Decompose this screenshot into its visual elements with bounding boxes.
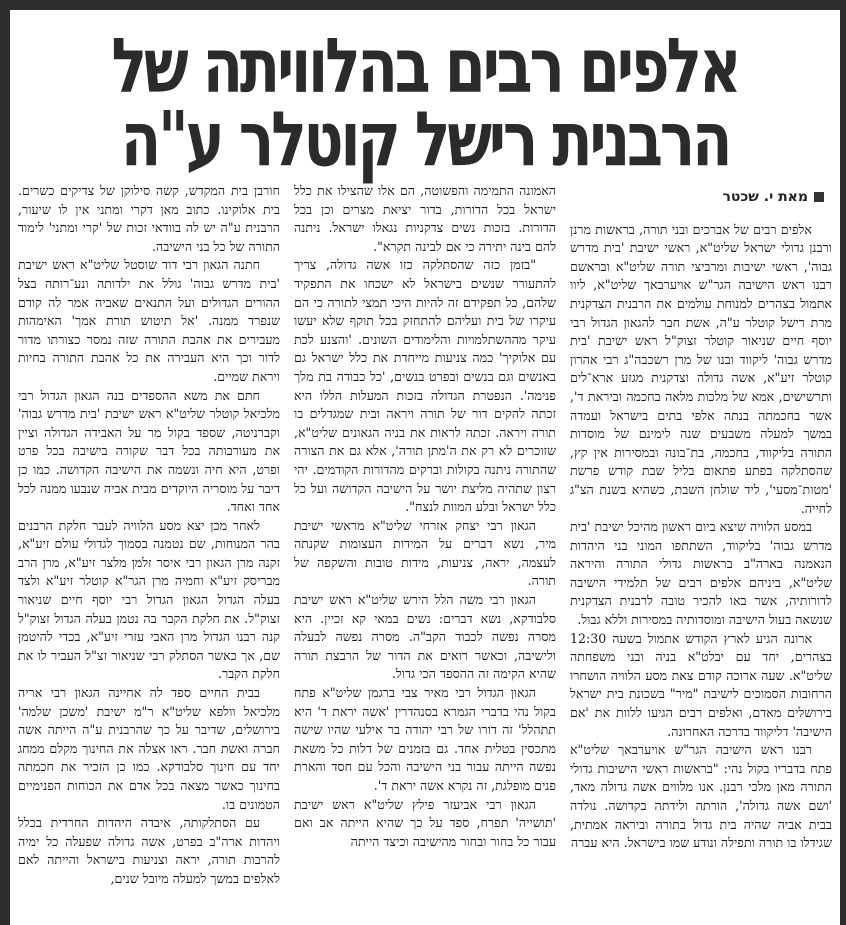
- paragraph: ארונה הגיע לארץ הקודש אתמול בשעה 12:30 בצהרים, יחד עם יבלט"א בניה ובני משפחתה שליט"א. שעה ארוכה קודם צאת מסע הלוויה הושחרו הרחובות הסמוכים לישיבת "מיר" בשכונת בית ישראל בירושלים מאדם, ואלפים רבים הגיעו ללוות את 'אם הישיבה' דליקווד בדרכה האחרונה.: [570, 630, 832, 739]
- paragraph: עם הסתלקותה, איבדה היהדות החרדית בכלל ויהדות ארה"ב בפרט, אשה גדולה שפעלה כל ימיה להרבות תורה, יראה וצניעות בישראל והייתה לאם לאלפים במשך למעלה מיובל שנים,: [18, 815, 280, 886]
- headline-line-1: אלפים רבים בהלוויתה של: [111, 21, 739, 110]
- paragraph: הגאון רבי משה הלל הירש שליט"א ראש ישיבת סלבודקא, נשא דברים: נשים במאי קא זכיין. היא מסרה נפשה לכבוד הקב"ה. מסרה נפשה לבעלה ולישיבה, וכאשר רואים את הדור של הרבצת תורה שהיא הקימה זה ההספד הכי גדול.: [294, 592, 556, 682]
- article-column-3: [18, 182, 280, 907]
- paragraph: במסע הלוויה שיצא ביום ראשון מהיכל ישיבת 'בית מדרש גבוה' בליקווד, השתתפו המוני בני היהדות הנאמנה בארה"ב בראשות גדולי התורה והיראה שליט"א, ביניהם אלפים רבים של תלמידי הישיבה לדורותיה, אשר באו להכיר טובה לרבנית הצדקנית שנשאה בעול הישיבה ומוסדותיה במסירות וללא גבול.: [570, 519, 832, 628]
- paragraph: לאחר מכן יצא מסע הלוויה לעבר חלקת הרבנים בהר המנוחות, שם נטמנה בסמוך לגדולי עולם זיע"א, זקנה מרן הגאון רבי איסר זלמן מלצר זיע"א, מרן הרב מבריסק זיע"א וחמיה מרן הגר"א קוטלר זיע"א ולצד בעלה הגדול הגאון הגדול רבי יוסף חיים שניאור זצוק"ל. את חלקת הקבר בה נטמן בעלה הגדול זצוק"ל קנה רבנו הגדול מרן האבי עזרי זיע"א, בכדי להיטמן שם, אך כאשר הסתלק רבי שניאור זצ"ל העביר לו את חלקת הקבר.: [18, 517, 280, 682]
- paragraph: הגאון רבי אביעזר פילץ שליט"א ראש ישיבת 'תושייה' תפרח, ספד על כך שהיא הייתה אב ואם עבור כל בחור ובחור מהישיבה וכיצד הייתה: [294, 796, 556, 849]
- paragraph: חורבן בית המקדש, קשה סילוקן של צדיקים כשרים. בית אלוקינו. כתוב מאן דקרי ומתני אין לו שיעור, הרבנית ע"ה יש לה בוודאי זכות של 'קרי ומתני' לימוד התורה של כל בני הישיבה.: [18, 183, 280, 254]
- article-column-2: [294, 182, 556, 907]
- headline-line-2: הרבנית רישל קוטלר ע"ה: [120, 95, 730, 184]
- paragraph: רבנו ראש הישיבה הגר"ש אויערבאך שליט"א פתח בדבריו בקול נהי: "בראשות ראשי הישיבות גדולי התורה מאן מלכי רבנן. אנו מלווים אשה גדולה מאד, 'ושם אשה גדולה', הורתה ולידתה בקדושה. נולדה בבית אביה שהיה בית גדול בתורה וביראה אמתית, שגידלו בו תורה ותפילה ונודע שמו בישראל. היא עברה: [570, 742, 832, 851]
- paragraph: "בזמן כזה שהסתלקה כזו אשה גדולה, צריך להתעורר שנשים בישראל לא ישכחו את התפקיד שלהם, כל תפקידם זה להיות היכי תמצי לתורה כי הם עיקרו של בית ועליהם להתחזק בכל תוקף שלא יעשו עיקר מההשתלמויות והלימודים השונים. 'והצנע לכת עם אלוקיך' כמה צניעות מייחדת את כלל ישראל גם באנשים וגם בנשים ובפרט בנשים, 'כל כבודה בת מלך פנימה'. הנפטרת הגדולה בזכות המעלות הללו היא זכתה להקים דור של תורה ויראה ובית שמגדלים בו תורה ויראה. זכתה לראות את בניה הגאונים שליט"א, שזוכרים לא רק את ה'מתן תורה', אלא גם את הצורה שהתורה ניתנה בקולות וברקים מהדורות הקודמים. יהי רצון שתהיה מליצת יושר על הישיבה הקדושה ועל כל כלל ישראל ובלע המוות לנצח".: [294, 257, 556, 515]
- paragraph: חתם את משא ההספדים בנה הגאון הגדול רבי מלכיאל קוטלר שליט"א ראש ישיבת 'בית מדרש גבוה' וקברניטה, שספד בקול מר על האבידה הגדולה וציין את מעורבותה בכל דבר שקורה בישיבה בכל פרט ופרט, היא חיה ונשמה את הישיבה הקדושה. כמו כן דיבר על מוסריה היוקדים מבית אביה שנבעו ממנה לכל אחד ואחד.: [18, 387, 280, 515]
- paragraph: הגאון רבי יצחק אזרחי שליט"א מראשי ישיבת מיר, נשא דברים על המידות העצומות שקנתה לעצמה, יראה, צניעות, מידות טובות והשקפה של תורה.: [294, 517, 556, 589]
- headline: [88, 21, 762, 184]
- article-column-1: [570, 182, 832, 907]
- paragraph: בבית החיים ספד לה אחיינה הגאון רבי אריה מלכיאל וולפא שליט"א ר"מ ישיבת 'משכן שלמה' בירושלים, שדיבר על כך שהרבנית ע"ה הייתה אשה חברה ואשת חבר. ראו אצלה את החינוך מקלם ממחג יחד עם חינוך סלבודקא. כמו כן הזכיר את חכמתה בחינוך כאשר מצאה בכל אדם את הכוחות הפנימיים הטמונים בו.: [18, 685, 280, 812]
- article-columns: [18, 182, 832, 907]
- paragraph: אלפים רבים של אברכים ובני תורה, בראשות מרנן ורבנן גדולי ישראל שליט"א, ראשי ישיבת 'בית מדרש גבוה', ראשי ישיבות ומרביצי תורה שליט"א ובראשם רבנו ראש הישיבה הגר"ש אויערבאך שליט"א, ליוו אתמול בצהרים למנוחת עולמים את הרבנית הצדקנית מרת רישל קוטלר ע"ה, אשת חבר להגאון הגדול רבי יוסף חיים שניאור קוטלר זצוק"ל ראש ישיבת 'בית מדרש גבוה' ליקווד ובנו של מרן רשכבה"ג רבי אהרון קוטלר זיע"א, אשה גדולה וצדקנית מגזע ארא־לים ותרשישים, אמא של מלכות מלאה בחכמה וביראת ד', אשר בחכמתה בנתה אלפי בתים בישראל ועמדה במשך למעלה משבעים שנה לימינם של מוסדות התורה בליקווד, בחכמה, בת־בונה ובמסירות אין קץ, שהסתלקה בפתע פתאום בליל שבת קודש פרשת 'מטות־מסעי', ליד שולחן השבת, כשהיא בשנת הצ"ג לחייה.: [570, 221, 832, 516]
- paragraph: חתנה הגאון רבי דוד שוסטל שליט"א ראש ישיבת 'בית מדרש גבוה' גולל את ילדותה ונע־רותה בצל ההורים הגדולים ועל התנאים שאביה אמר לה קודם שנפרד ממנה. 'אל תיטוש תורת אמך' האימהות מעבירים את אהבת התורה שזה נמסר כצורתו מדור לדור וכך היא העבירה את כל אהבת התורה בחיות ויראת שמיים.: [18, 257, 280, 384]
- paragraph: הגאון הגדול רבי מאיר צבי ברגמן שליט"א פתח בקול נהי בדברי הגמרא בסנהדרין 'אשה יראת ד' היא תתהלל' זה דורו של רבי יהודה בר אילעי שהיו שישה מתכסין בטלית אחד. גם בזמנים של דלות כל משאת נפשה הייתה עבור בני הישיבה והכל עם חסד והארת פנים מופלגת, זה נקרא אשה יראת ד'.: [294, 685, 556, 793]
- newspaper-article: [10, 10, 840, 907]
- byline-text: מאת י. שכטר: [722, 189, 808, 205]
- square-bullet-icon: [814, 192, 824, 202]
- byline: [570, 188, 824, 207]
- paragraph: האמונה התמימה והפשוטה, הם אלו שהצילו את כלל ישראל בכל הדורות, בדור יציאת מצרים וכן בכל הדורות. בזכות נשים צדקניות נגאלו ישראל. ניתנה להם בינה יתירה כי אם לבינה תקרא".: [294, 183, 556, 254]
